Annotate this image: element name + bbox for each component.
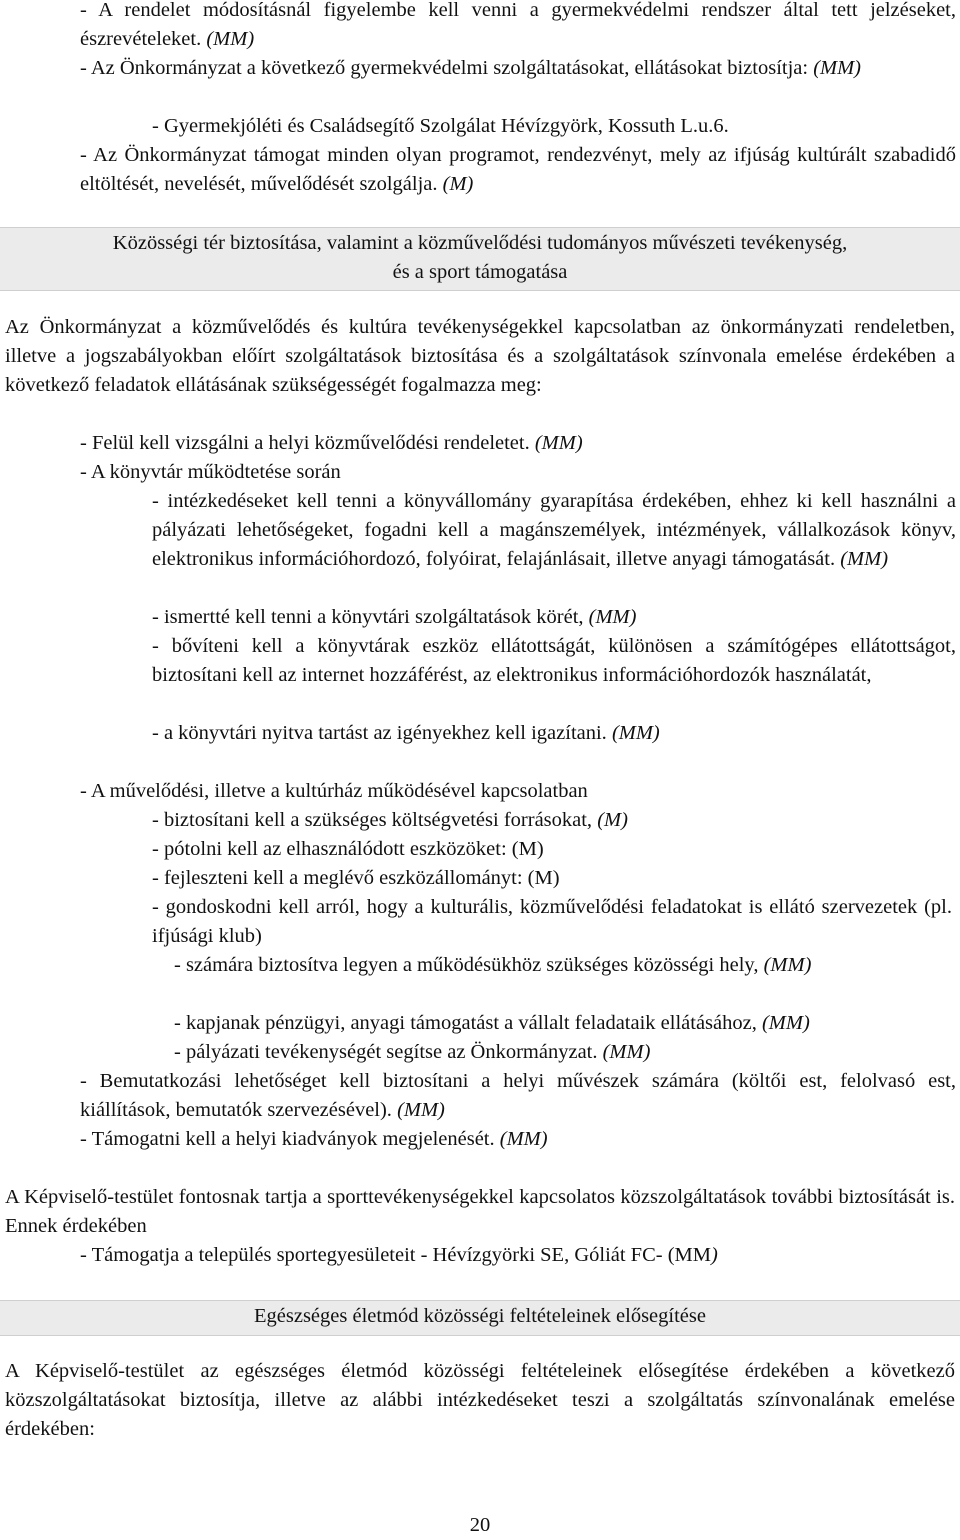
list-item-text: - biztosítani kell a szükséges költségvetési forrásokat, (152, 809, 598, 831)
sublist-item-library-stock (152, 487, 956, 574)
list-item-text: - számára biztosítva legyen a működésükhöz szükséges közösségi hely, (174, 954, 764, 976)
list-item-text: - Támogatja a település sportegyesületeit - Hévízgyörki SE, Góliát FC- (MM (80, 1244, 711, 1266)
list-item-text: - Felül kell vizsgálni a helyi közművelődési rendeletet. (80, 432, 535, 454)
list-item-text: - Támogatni kell a helyi kiadványok megjelenését. (80, 1128, 500, 1150)
responsible-tag: (M) (442, 173, 474, 195)
paragraph-child-protection-signals (80, 0, 956, 54)
list-item-family-service: - Gyermekjóléti és Családsegítő Szolgálat Hévízgyörk, Kossuth L.u.6. (152, 115, 729, 137)
subsublist-item-tenders (174, 1038, 956, 1067)
list-item-library: - A könyvtár működtetése során (80, 461, 341, 483)
sublist-item-budget (152, 806, 956, 835)
responsible-tag: (MM) (602, 1041, 651, 1063)
sublist-item-opening-hours (152, 719, 956, 748)
responsible-tag: (MM) (761, 1012, 810, 1034)
section-heading-health: Egészséges életmód közösségi feltételeinek elősegítése (254, 1305, 706, 1327)
sublist-item-library-equipment: - bővíteni kell a könyvtárak eszköz ellátottságát, különösen a számítógépes ellátottságot, biztosítani kell az internet hozzáférést, az elektronikus információhordozók használatát, (152, 635, 956, 686)
subsublist-item-financial-support (174, 1009, 960, 1038)
paragraph-text: - A rendelet módosításnál figyelembe kell venni a gyermekvédelmi rendszer által tett jelzéseket, észrevételeket. (80, 0, 956, 50)
section-heading-line1: Közösségi tér biztosítása, valamint a közművelődési tudományos művészeti tevékenység, (112, 232, 848, 254)
list-item-text: - intézkedéseket kell tenni a könyvállomány gyarapítása érdekében, ehhez ki kell használni a pályázati lehetőségeket, fogadni kell a magánszemélyek, intézmények, vállalkozások könyv, elektronikus információhordozó, folyóirat, felajánlásait, illetve anyagi támogatását. (152, 490, 956, 570)
list-item-text: - Bemutatkozási lehetőséget kell biztosítani a helyi művészek számára (költői est, felolvasó est, kiállítások, bemutatók szervezésével). (80, 1070, 956, 1121)
paragraph-text: - Az Önkormányzat támogat minden olyan programot, rendezvényt, mely az ifjúság kultúrált szabadidő eltöltését, nevelését, művelődését szolgálja. (80, 144, 956, 195)
list-item-review-decree (80, 429, 950, 458)
responsible-tag: (MM) (499, 1128, 548, 1150)
responsible-tag: (MM) (534, 432, 583, 454)
responsible-tag: (MM) (611, 722, 660, 744)
sublist-item-organizations: - gondoskodni kell arról, hogy a kulturális, közművelődési feladatokat is ellátó szervezetek (pl. ifjúsági klub) (152, 896, 952, 947)
subsublist-item-community-space (174, 951, 956, 980)
list-item-text: - a könyvtári nyitva tartást az igényekhez kell igazítani. (152, 722, 612, 744)
list-item-local-publications (80, 1125, 950, 1154)
responsible-tag: (MM) (763, 954, 812, 976)
list-item-culture-house: - A művelődési, illetve a kultúrház működésével kapcsolatban (80, 780, 588, 802)
list-item-text: - kapjanak pénzügyi, anyagi támogatást a vállalt feladataik ellátásához, (174, 1012, 762, 1034)
paragraph-youth-programs (80, 141, 956, 199)
responsible-tag: (MM) (840, 548, 889, 570)
list-item-sport-clubs (80, 1241, 950, 1270)
sublist-item-library-services (152, 603, 956, 632)
list-item-local-artists (80, 1067, 956, 1125)
paragraph-child-services (80, 54, 956, 83)
responsible-tag: ) (711, 1244, 718, 1266)
responsible-tag: (MM) (588, 606, 637, 628)
section-intro-paragraph: Az Önkormányzat a közművelődés és kultúra tevékenységekkel kapcsolatban az önkormányzati rendeletben, illetve a jogszabályokban előírt szolgáltatások biztosítása és a szolgáltatások színvonala emelése érdekében a következő feladatok ellátásának szükségességét fogalmazza meg: (5, 316, 955, 396)
list-item-text: - ismertté kell tenni a könyvtári szolgáltatások körét, (152, 606, 589, 628)
responsible-tag: (M) (597, 809, 628, 831)
page-number: 20 (469, 1514, 491, 1536)
section-heading-line2: és a sport támogatása (392, 261, 568, 283)
responsible-tag: (MM) (813, 57, 862, 79)
paragraph-text: - Az Önkormányzat a következő gyermekvédelmi szolgáltatásokat, ellátásokat biztosítja: (80, 57, 814, 79)
paragraph-sport: A Képviselő-testület fontosnak tartja a sporttevékenységekkel kapcsolatos közszolgáltatások további biztosítását is. Ennek érdekében (5, 1186, 955, 1237)
responsible-tag: (MM) (397, 1099, 445, 1121)
sublist-item-replace-equipment: - pótolni kell az elhasználódott eszközöket: (M) (152, 838, 544, 860)
sublist-item-develop-equipment: - fejleszteni kell a meglévő eszközállományt: (M) (152, 867, 560, 889)
paragraph-health-intro: A Képviselő-testület az egészséges életmód közösségi feltételeinek elősegítése érdekében a következő közszolgáltatásokat biztosítja, illetve az alábbi intézkedéseket teszi a szolgáltatás színvonalának emelése érdekében: (5, 1360, 955, 1440)
responsible-tag: (MM) (206, 28, 255, 50)
list-item-text: - pályázati tevékenységét segítse az Önkormányzat. (174, 1041, 603, 1063)
